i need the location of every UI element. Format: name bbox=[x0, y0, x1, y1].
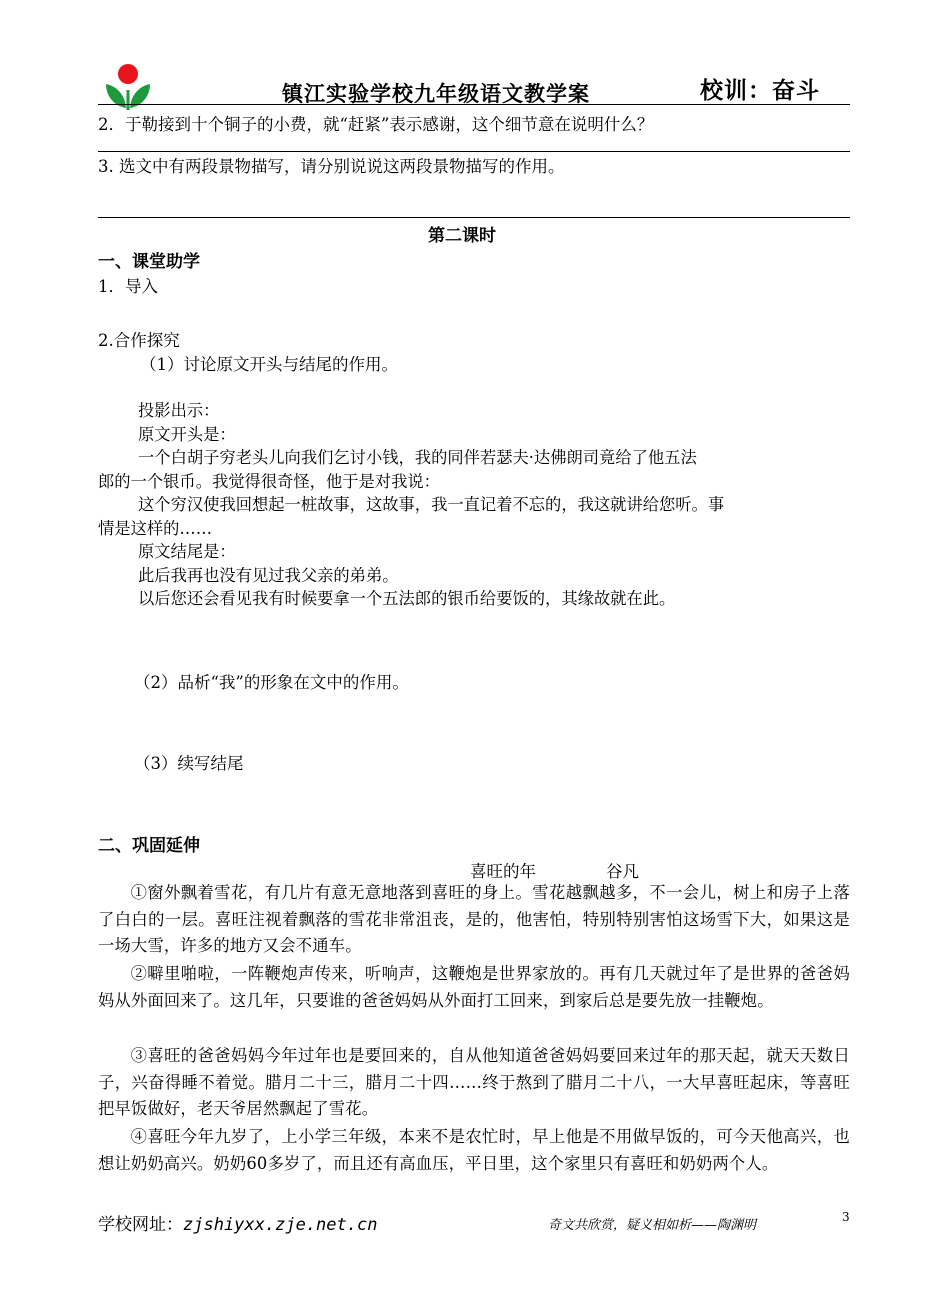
footer-url-label: 学校网址： bbox=[98, 1215, 183, 1235]
opening-paragraph-1b: 郎的一个银币。我觉得很奇怪，他于是对我说： bbox=[98, 471, 440, 491]
footer-url[interactable]: zjshiyxx.zje.net.cn bbox=[183, 1215, 378, 1235]
story-paragraph-1: ①窗外飘着雪花，有几片有意无意地落到喜旺的身上。雪花越飘越多，不一会儿，树上和房子上落了白白的一层。喜旺注视着飘落的雪花非常沮丧，是的，他害怕，特别特别害怕这场雪下大，如果这是一场大雪，许多的地方又会不通车。 bbox=[98, 883, 850, 955]
story-paragraph-4: ④喜旺今年九岁了，上小学三年级，本来不是农忙时，早上他是不用做早饭的，可今天他高兴，也想让奶奶高兴。奶奶60多岁了，而且还有高血压，平日里，这个家里只有喜旺和奶奶两个人。 bbox=[98, 1127, 850, 1173]
header-divider bbox=[98, 104, 850, 105]
answer-line-3 bbox=[98, 217, 850, 218]
projection-label: 投影出示： bbox=[138, 401, 220, 420]
story-title: 喜旺的年 bbox=[470, 862, 536, 881]
section-2-title: 二、巩固延伸 bbox=[98, 836, 200, 856]
school-title: 镇江实验学校九年级语文教学案 bbox=[282, 81, 590, 106]
opening-paragraph-1a: 一个白胡子穷老头儿向我们乞讨小钱，我的同伴若瑟夫·达佛朗司竟给了他五法 bbox=[138, 448, 697, 467]
question-2: 2．于勒接到十个铜子的小费，就“赶紧”表示感谢，这个细节意在说明什么？ bbox=[98, 115, 654, 134]
sub-question-3: （3）续写结尾 bbox=[134, 754, 244, 773]
ending-paragraph-1: 此后我再也没有见过我父亲的弟弟。 bbox=[138, 565, 399, 585]
item-cooperative: 2.合作探究 bbox=[98, 331, 180, 350]
ending-paragraph-2: 以后您还会看见我有时候要拿一个五法郎的银币给要饭的，其缘故就在此。 bbox=[138, 589, 676, 608]
page-number: 3 bbox=[842, 1210, 850, 1224]
projection-block bbox=[98, 399, 854, 611]
sub-question-2: （2）品析“我”的形象在文中的作用。 bbox=[134, 673, 409, 692]
opening-paragraph-2a: 这个穷汉使我回想起一桩故事，这故事，我一直记着不忘的，我这就讲给您听。事 bbox=[138, 495, 725, 514]
story-paragraph-2: ②噼里啪啦，一阵鞭炮声传来，听响声，这鞭炮是世界家放的。再有几天就过年了是世界的爸爸妈妈从外面回来了。这几年，只要谁的爸爸妈妈从外面打工回来，到家后总是要先放一挂鞭炮。 bbox=[98, 964, 850, 1010]
story-paragraph-3: ③喜旺的爸爸妈妈今年过年也是要回来的，自从他知道爸爸妈妈要回来过年的那天起，就天天数日子，兴奋得睡不着觉。腊月二十三，腊月二十四……终于熬到了腊月二十八，一大早喜旺起床，等喜旺把早饭做好，老天爷居然飘起了雪花。 bbox=[98, 1046, 850, 1118]
sub-question-1: （1）讨论原文开头与结尾的作用。 bbox=[140, 355, 398, 374]
school-motto: 校训：奋斗 bbox=[700, 77, 820, 104]
story-author: 谷凡 bbox=[606, 862, 639, 881]
answer-line-2 bbox=[98, 151, 850, 152]
lesson-title: 第二课时 bbox=[428, 226, 496, 246]
opening-paragraph-2b: 情是这样的…… bbox=[98, 518, 212, 538]
ending-label: 原文结尾是： bbox=[138, 542, 236, 561]
item-intro: 1．导入 bbox=[98, 277, 158, 296]
opening-label: 原文开头是： bbox=[138, 424, 236, 444]
question-3: 3. 选文中有两段景物描写，请分别说说这两段景物描写的作用。 bbox=[98, 157, 565, 176]
footer-quote: 奇文共欣赏，疑义相如析——陶渊明 bbox=[548, 1218, 757, 1233]
footer-website bbox=[98, 1210, 377, 1235]
section-1-title: 一、课堂助学 bbox=[98, 252, 200, 272]
